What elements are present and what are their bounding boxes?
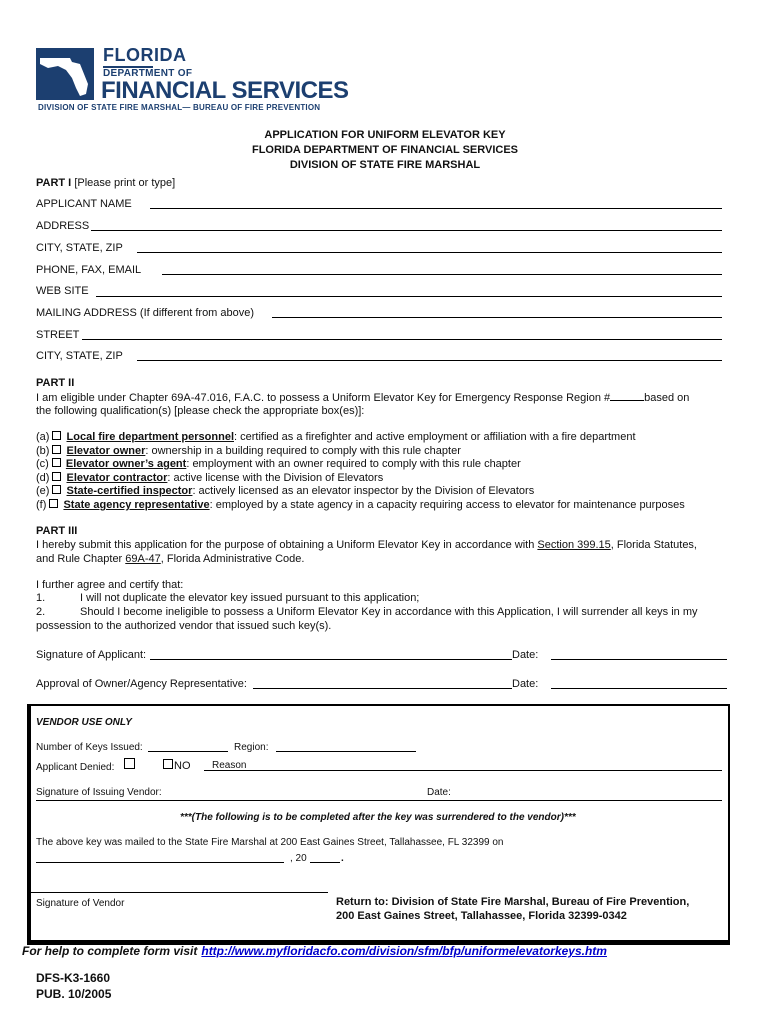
part3-para-line-1 [36, 539, 697, 551]
agree-item-2-cont: possession to the authorized vendor that issued such key(s). [36, 620, 332, 632]
web-site-field[interactable] [96, 296, 722, 297]
qual-desc: : certified as a firefighter and active employment or affiliation with a fire department [234, 431, 636, 443]
help-url-link[interactable]: http://www.myfloridacfo.com/division/sfm/bfp/uniformelevatorkeys.htm [201, 944, 607, 958]
reason-field[interactable] [204, 770, 722, 771]
denied-text: Applicant Denied: [36, 762, 115, 773]
applicant-denied-label [36, 762, 114, 773]
phone-fax-email-field[interactable] [162, 274, 722, 275]
part3-text: , Florida Statutes, [610, 539, 697, 551]
florida-map-logo-icon [36, 48, 94, 100]
qual-term: Elevator contractor [66, 472, 168, 484]
qual-term: Local fire department personnel [66, 431, 234, 443]
date-2-field[interactable] [551, 688, 727, 689]
vendor-title: VENDOR USE ONLY [36, 717, 132, 728]
part2-intro-line-2: the following qualification(s) [please check the appropriate box(es)]: [36, 405, 365, 417]
agree-item-2: Should I become ineligible to possess a Uniform Elevator Key in accordance with this Application, I will surrender all keys in my [80, 606, 698, 618]
rule-69a-47-link[interactable]: 69A-47 [125, 553, 161, 565]
qualification-d [36, 472, 383, 484]
part3-text: and Rule Chapter [36, 553, 126, 565]
qual-term: State agency representative [63, 499, 210, 511]
qual-letter: (c) [36, 458, 49, 470]
keys-issued-field[interactable] [148, 751, 228, 752]
mailed-date-field[interactable] [36, 862, 284, 863]
vendor-signature-label: Signature of Vendor [36, 898, 125, 909]
help-line [22, 944, 607, 958]
form-identifier [36, 970, 111, 1002]
return-address-line-1: Return to: Division of State Fire Marshal, Bureau of Fire Prevention, [336, 896, 690, 908]
region-number-field[interactable] [610, 391, 644, 401]
publication-date: PUB. 10/2005 [36, 987, 112, 1001]
city-state-zip-2-field[interactable] [137, 360, 722, 361]
part3-title: PART III [36, 525, 78, 537]
denied-yes-checkbox[interactable] [124, 758, 135, 769]
qual-letter: (d) [36, 472, 50, 484]
qual-e-checkbox[interactable] [52, 485, 61, 494]
qual-letter: (f) [36, 499, 47, 511]
surrender-note: ***(The following is to be completed after the key was surrendered to the vendor)*** [180, 812, 576, 823]
keys-issued-label: Number of Keys Issued: [36, 742, 143, 753]
issuing-vendor-signature-field[interactable] [36, 800, 722, 801]
form-number: DFS-K3-1660 [36, 971, 111, 985]
logo-florida: FLORIDA [103, 45, 187, 65]
mailing-address-label: MAILING ADDRESS (If different from above) [36, 307, 255, 319]
qualification-b [36, 445, 461, 457]
mailed-statement: The above key was mailed to the State Fire Marshal at 200 East Gaines Street, Tallahassee, FL 32399 on [36, 837, 504, 848]
part3-text: I hereby submit this application for the purpose of obtaining a Uniform Elevator Key in accordance with [36, 539, 538, 551]
issuing-vendor-signature-label: Signature of Issuing Vendor: [36, 787, 162, 798]
region-field[interactable] [276, 751, 416, 752]
city-state-zip-label: CITY, STATE, ZIP [36, 242, 123, 254]
denied-no-checkbox[interactable] [163, 759, 173, 769]
qual-b-checkbox[interactable] [52, 445, 61, 454]
form-heading [0, 128, 770, 173]
heading-line-2: FLORIDA DEPARTMENT OF FINANCIAL SERVICES [251, 144, 519, 156]
qualification-a [36, 431, 636, 443]
heading-line-3: DIVISION OF STATE FIRE MARSHAL [289, 159, 481, 171]
help-text: For help to complete form visit [22, 944, 198, 958]
qual-f-checkbox[interactable] [49, 499, 58, 508]
vendor-box-shadow-bottom [27, 940, 728, 943]
year-prefix: , 20 [290, 853, 307, 864]
qual-desc: : employed by a state agency in a capacity requiring access to elevator for maintenance purposes [209, 499, 685, 511]
applicant-signature-field[interactable] [150, 659, 512, 660]
web-site-label: WEB SITE [36, 285, 89, 297]
approval-label: Approval of Owner/Agency Representative: [36, 678, 247, 690]
part1-title: PART I [36, 177, 72, 189]
qualification-e [36, 485, 534, 497]
agree-num-1: 1. [36, 592, 46, 604]
qual-letter: (b) [36, 445, 50, 457]
city-state-zip-2-label: CITY, STATE, ZIP [36, 350, 123, 362]
qual-term: Elevator owner’s agent [65, 458, 187, 470]
part2-intro-line-1 [36, 391, 689, 404]
street-field[interactable] [82, 339, 722, 340]
address-field[interactable] [91, 230, 722, 231]
qual-desc: : actively licensed as an elevator inspector by the Division of Elevators [192, 485, 535, 497]
no-label: NO [174, 760, 191, 772]
city-state-zip-field[interactable] [137, 252, 722, 253]
date-2-label: Date: [512, 678, 539, 690]
qual-desc: : active license with the Division of Elevators [167, 472, 384, 484]
qual-a-checkbox[interactable] [52, 431, 61, 440]
qual-desc: : employment with an owner required to comply with this rule chapter [186, 458, 521, 470]
region-label: Region: [234, 742, 269, 753]
vendor-signature-field[interactable] [30, 892, 328, 893]
qual-desc: : ownership in a building required to comply with this rule chapter [145, 445, 461, 457]
qualification-c [36, 458, 521, 470]
qual-letter: (a) [36, 431, 50, 443]
logo-financial-services: FINANCIAL SERVICES [101, 77, 349, 104]
part1-instruction: [Please print or type] [74, 177, 176, 189]
heading-line-1: APPLICATION FOR UNIFORM ELEVATOR KEY [264, 129, 506, 141]
reason-label: Reason [212, 760, 247, 771]
year-field[interactable] [310, 862, 340, 863]
address-label: ADDRESS [36, 220, 90, 232]
phone-fax-email-label: PHONE, FAX, EMAIL [36, 264, 142, 276]
logo-division-subtitle: DIVISION OF STATE FIRE MARSHAL— BUREAU OF FIRE PREVENTION [38, 103, 321, 112]
part2-based-on: based on [644, 392, 690, 404]
vendor-box-shadow-left [27, 704, 31, 943]
date-1-field[interactable] [551, 659, 727, 660]
return-address-line-2: 200 East Gaines Street, Tallahassee, Florida 32399-0342 [336, 910, 627, 922]
qual-letter: (e) [36, 485, 50, 497]
part2-title: PART II [36, 377, 75, 389]
qual-d-checkbox[interactable] [52, 472, 61, 481]
applicant-name-label: APPLICANT NAME [36, 198, 132, 210]
agree-item-1: I will not duplicate the elevator key issued pursuant to this application; [80, 592, 420, 604]
applicant-signature-label: Signature of Applicant: [36, 649, 147, 661]
vendor-use-box [27, 704, 730, 945]
part2-intro-text: I am eligible under Chapter 69A-47.016, F.A.C. to possess a Uniform Elevator Key for Emergency Response Region # [36, 392, 611, 404]
vendor-date-label: Date: [427, 787, 451, 798]
mailing-address-field[interactable] [272, 317, 722, 318]
section-399-15-link[interactable]: Section 399.15 [537, 539, 611, 551]
part1-heading [36, 177, 175, 189]
logo-department-of: DEPARTMENT OF [103, 68, 193, 79]
qual-term: State-certified inspector [66, 485, 193, 497]
approval-signature-field[interactable] [253, 688, 512, 689]
agree-num-2: 2. [36, 606, 46, 618]
qual-term: Elevator owner [66, 445, 146, 457]
qualification-f [36, 499, 685, 511]
qual-c-checkbox[interactable] [52, 458, 61, 467]
year-suffix: . [341, 853, 344, 864]
applicant-name-field[interactable] [150, 208, 722, 209]
date-1-label: Date: [512, 649, 539, 661]
part3-para-line-2 [36, 553, 304, 565]
agree-intro: I further agree and certify that: [36, 579, 184, 591]
street-label: STREET [36, 329, 80, 341]
part3-text: , Florida Administrative Code. [160, 553, 305, 565]
